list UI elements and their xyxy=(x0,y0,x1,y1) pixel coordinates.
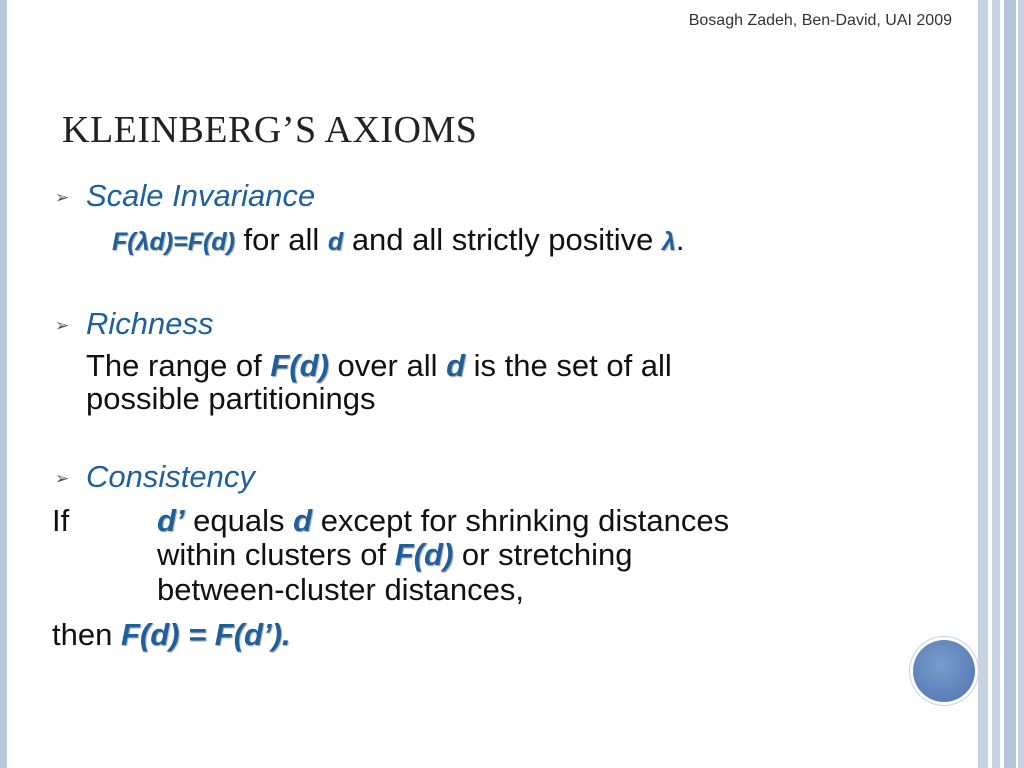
citation: Bosagh Zadeh, Ben-David, UAI 2009 xyxy=(688,12,952,29)
F-of-d: F(d) xyxy=(394,537,454,572)
bullet-arrow-icon: ➢ xyxy=(55,469,70,488)
variable-d: d xyxy=(327,228,344,256)
text-fragment: . xyxy=(675,222,685,257)
consistency-conclusion xyxy=(52,617,291,653)
consistency-body-line2 xyxy=(157,537,633,573)
text-fragment: for all xyxy=(234,222,328,257)
slide-title: KLEINBERG’S AXIOMS xyxy=(62,109,478,151)
then-word: then xyxy=(52,617,121,652)
bullet-arrow-icon: ➢ xyxy=(55,316,70,335)
text-fragment: equals xyxy=(184,503,294,538)
consistency-body-line1 xyxy=(157,503,729,539)
text-fragment: The range of xyxy=(86,348,271,383)
variable-d: d xyxy=(446,348,466,383)
variable-d-prime: d’ xyxy=(157,503,185,538)
text-fragment: over all xyxy=(328,348,447,383)
variable-lambda: λ xyxy=(661,228,676,256)
consistency-heading: Consistency xyxy=(86,459,255,494)
consistency-if: If xyxy=(52,503,70,538)
richness-body-line1 xyxy=(86,348,672,384)
text-fragment: and all strictly positive xyxy=(343,222,662,257)
bullet-arrow-icon: ➢ xyxy=(55,188,70,207)
text-fragment: except for shrinking distances xyxy=(312,503,730,538)
right-decorative-stripes xyxy=(978,0,1024,768)
conclusion-formula: F(d) = F(d’). xyxy=(120,617,291,652)
left-border-rule xyxy=(0,0,7,768)
variable-d: d xyxy=(293,503,313,538)
scale-invariance-heading: Scale Invariance xyxy=(86,178,316,213)
scale-invariance-formula: F(λd)=F(d) xyxy=(112,228,235,256)
richness-body-line2: possible partitionings xyxy=(86,381,376,416)
F-of-d: F(d) xyxy=(270,348,329,383)
decorative-orb xyxy=(913,640,975,702)
consistency-body-line3: between-cluster distances, xyxy=(157,572,525,607)
text-fragment: or stretching xyxy=(453,537,633,572)
scale-invariance-body xyxy=(112,222,684,260)
richness-heading: Richness xyxy=(86,306,214,341)
text-fragment: is the set of all xyxy=(465,348,672,383)
text-fragment: within clusters of xyxy=(157,537,395,572)
